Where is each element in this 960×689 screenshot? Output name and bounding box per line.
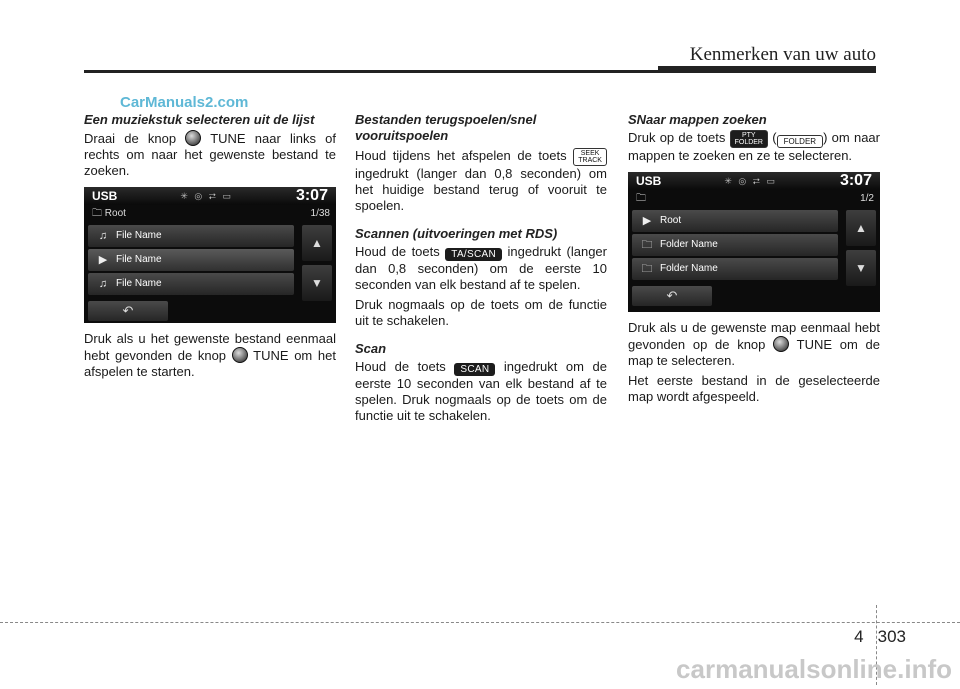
paragraph: Druk nogmaals op de toets om de functie uit te schakelen. bbox=[355, 297, 607, 328]
screen-status-bar bbox=[628, 172, 880, 190]
folder-icon: 🗀 bbox=[641, 263, 653, 275]
column-1 bbox=[84, 112, 336, 384]
scroll-down-button[interactable] bbox=[846, 250, 876, 286]
scan-key-icon: SCAN bbox=[454, 363, 495, 376]
clock: 3:07 bbox=[839, 172, 872, 189]
paragraph bbox=[355, 148, 607, 214]
item-label: Root bbox=[660, 215, 682, 226]
header-rule-accent bbox=[658, 66, 876, 72]
list-item[interactable] bbox=[88, 249, 294, 271]
text: ingedrukt (langer dan 0,8 seconden) om het huidige bestand terug of vooruit te spoelen. bbox=[355, 166, 607, 213]
tune-knob-icon bbox=[232, 347, 248, 363]
folder-count: 1/2 bbox=[860, 193, 874, 204]
list-item[interactable] bbox=[88, 273, 294, 295]
triangle-up-icon: ▲ bbox=[311, 236, 323, 250]
paragraph bbox=[84, 130, 336, 179]
list-item[interactable] bbox=[632, 234, 838, 256]
scroll-up-button[interactable] bbox=[302, 225, 332, 261]
back-arrow-icon: ↶ bbox=[122, 303, 134, 318]
scroll-down-button[interactable] bbox=[302, 265, 332, 301]
item-label: File Name bbox=[116, 278, 162, 289]
page-number-value: 303 bbox=[877, 627, 906, 646]
list-item[interactable] bbox=[88, 225, 294, 247]
clock: 3:07 bbox=[295, 187, 328, 204]
status-icons: ✳ ◎ ⮂ ▭ bbox=[724, 176, 777, 186]
text: TUNE om de map te selecteren. bbox=[628, 337, 880, 368]
watermark-top: CarManuals2.com bbox=[120, 94, 249, 111]
screen-status-bar bbox=[84, 187, 336, 205]
triangle-down-icon: ▼ bbox=[855, 261, 867, 275]
triangle-up-icon: ▲ bbox=[855, 221, 867, 235]
key-bottom: FOLDER bbox=[734, 139, 763, 146]
paragraph bbox=[628, 320, 880, 369]
back-button[interactable] bbox=[632, 286, 712, 306]
back-arrow-icon: ↶ bbox=[666, 288, 678, 303]
folder-bar bbox=[628, 190, 880, 208]
section-heading-folder-search: SNaar mappen zoeken bbox=[628, 112, 767, 127]
paragraph bbox=[84, 331, 336, 380]
folder-name: Root bbox=[104, 208, 126, 219]
folder-icon: 🗀 bbox=[92, 208, 102, 219]
item-label: File Name bbox=[116, 230, 162, 241]
paragraph bbox=[355, 244, 607, 293]
pty-folder-key-icon bbox=[730, 130, 768, 148]
status-icons: ✳ ◎ ⮂ ▭ bbox=[180, 191, 233, 201]
item-label: File Name bbox=[116, 254, 162, 265]
section-heading-rewind-forward: Bestanden terugspoelen/snel vooruitspoelen bbox=[355, 112, 537, 143]
track-count: 1/38 bbox=[310, 208, 330, 219]
music-note-icon: ♫ bbox=[98, 230, 108, 242]
list-item[interactable] bbox=[632, 258, 838, 280]
text: ) om naar mappen te zoeken en ze te selecteren. bbox=[628, 130, 880, 163]
section-heading-scan: Scan bbox=[355, 341, 387, 356]
footer-rule bbox=[0, 622, 960, 623]
tune-knob-icon bbox=[773, 336, 789, 352]
key-bottom: TRACK bbox=[578, 157, 602, 164]
text: Houd de toets bbox=[355, 244, 440, 259]
key-top: PTY bbox=[741, 132, 756, 139]
folder-key-icon: FOLDER bbox=[777, 135, 823, 148]
music-note-icon: ♫ bbox=[98, 278, 108, 290]
text: Houd tijdens het afspelen de toets bbox=[355, 148, 567, 163]
item-label: Folder Name bbox=[660, 239, 718, 250]
paragraph: Het eerste bestand in de geselecteerde map wordt afgespeeld. bbox=[628, 373, 880, 404]
play-icon: ▶ bbox=[642, 215, 652, 227]
usb-folder-list-screen bbox=[628, 172, 880, 312]
page-number bbox=[854, 627, 906, 647]
text: ingedrukt (langer dan 0,8 seconden) om de eerste 10 seconden van elk bestand af te spelen. bbox=[355, 244, 607, 292]
watermark-bottom: carmanualsonline.info bbox=[676, 654, 952, 684]
text: Druk als u de gewenste map eenmaal hebt gevonden op de knop bbox=[628, 320, 880, 352]
triangle-down-icon: ▼ bbox=[311, 276, 323, 290]
item-label: Folder Name bbox=[660, 263, 718, 274]
text: Houd de toets bbox=[355, 359, 446, 374]
paragraph bbox=[628, 130, 880, 164]
section-heading-scan-rds: Scannen (uitvoeringen met RDS) bbox=[355, 226, 558, 241]
back-button[interactable] bbox=[88, 301, 168, 321]
folder-icon: 🗀 bbox=[636, 193, 646, 204]
section-heading-select-track: Een muziekstuk selecteren uit de lijst bbox=[84, 112, 315, 127]
usb-file-list-screen bbox=[84, 187, 336, 323]
folder-icon: 🗀 bbox=[641, 239, 653, 251]
text: Druk als u het gewenste bestand eenmaal hebt gevonden de knop bbox=[84, 331, 336, 363]
column-3 bbox=[628, 112, 880, 409]
tune-knob-icon bbox=[185, 130, 201, 146]
play-icon: ▶ bbox=[98, 254, 108, 266]
list-item[interactable] bbox=[632, 210, 838, 232]
key-top: SEEK bbox=[580, 150, 600, 157]
scroll-up-button[interactable] bbox=[846, 210, 876, 246]
seek-track-key-icon bbox=[573, 148, 607, 166]
chapter-number: 4 bbox=[854, 627, 864, 646]
text: Draai de knop bbox=[84, 131, 177, 146]
page-header-title: Kenmerken van uw auto bbox=[689, 44, 876, 65]
ta-scan-key-icon: TA/SCAN bbox=[445, 248, 502, 261]
text: Druk op de toets bbox=[628, 130, 726, 145]
folder-bar bbox=[84, 205, 336, 223]
text: ( bbox=[772, 130, 777, 145]
text: ingedrukt om de eerste 10 seconden van elk bestand af te spelen. Druk nogmaals op de toets om de functie uit te schakelen. bbox=[355, 359, 607, 423]
source-label: USB bbox=[92, 189, 118, 203]
source-label: USB bbox=[636, 174, 662, 188]
column-2 bbox=[355, 112, 607, 428]
paragraph bbox=[355, 359, 607, 424]
text: TUNE naar links of rechts om naar het gewenste bestand te zoeken. bbox=[84, 131, 336, 178]
text: TUNE om het afspelen te starten. bbox=[84, 348, 336, 379]
